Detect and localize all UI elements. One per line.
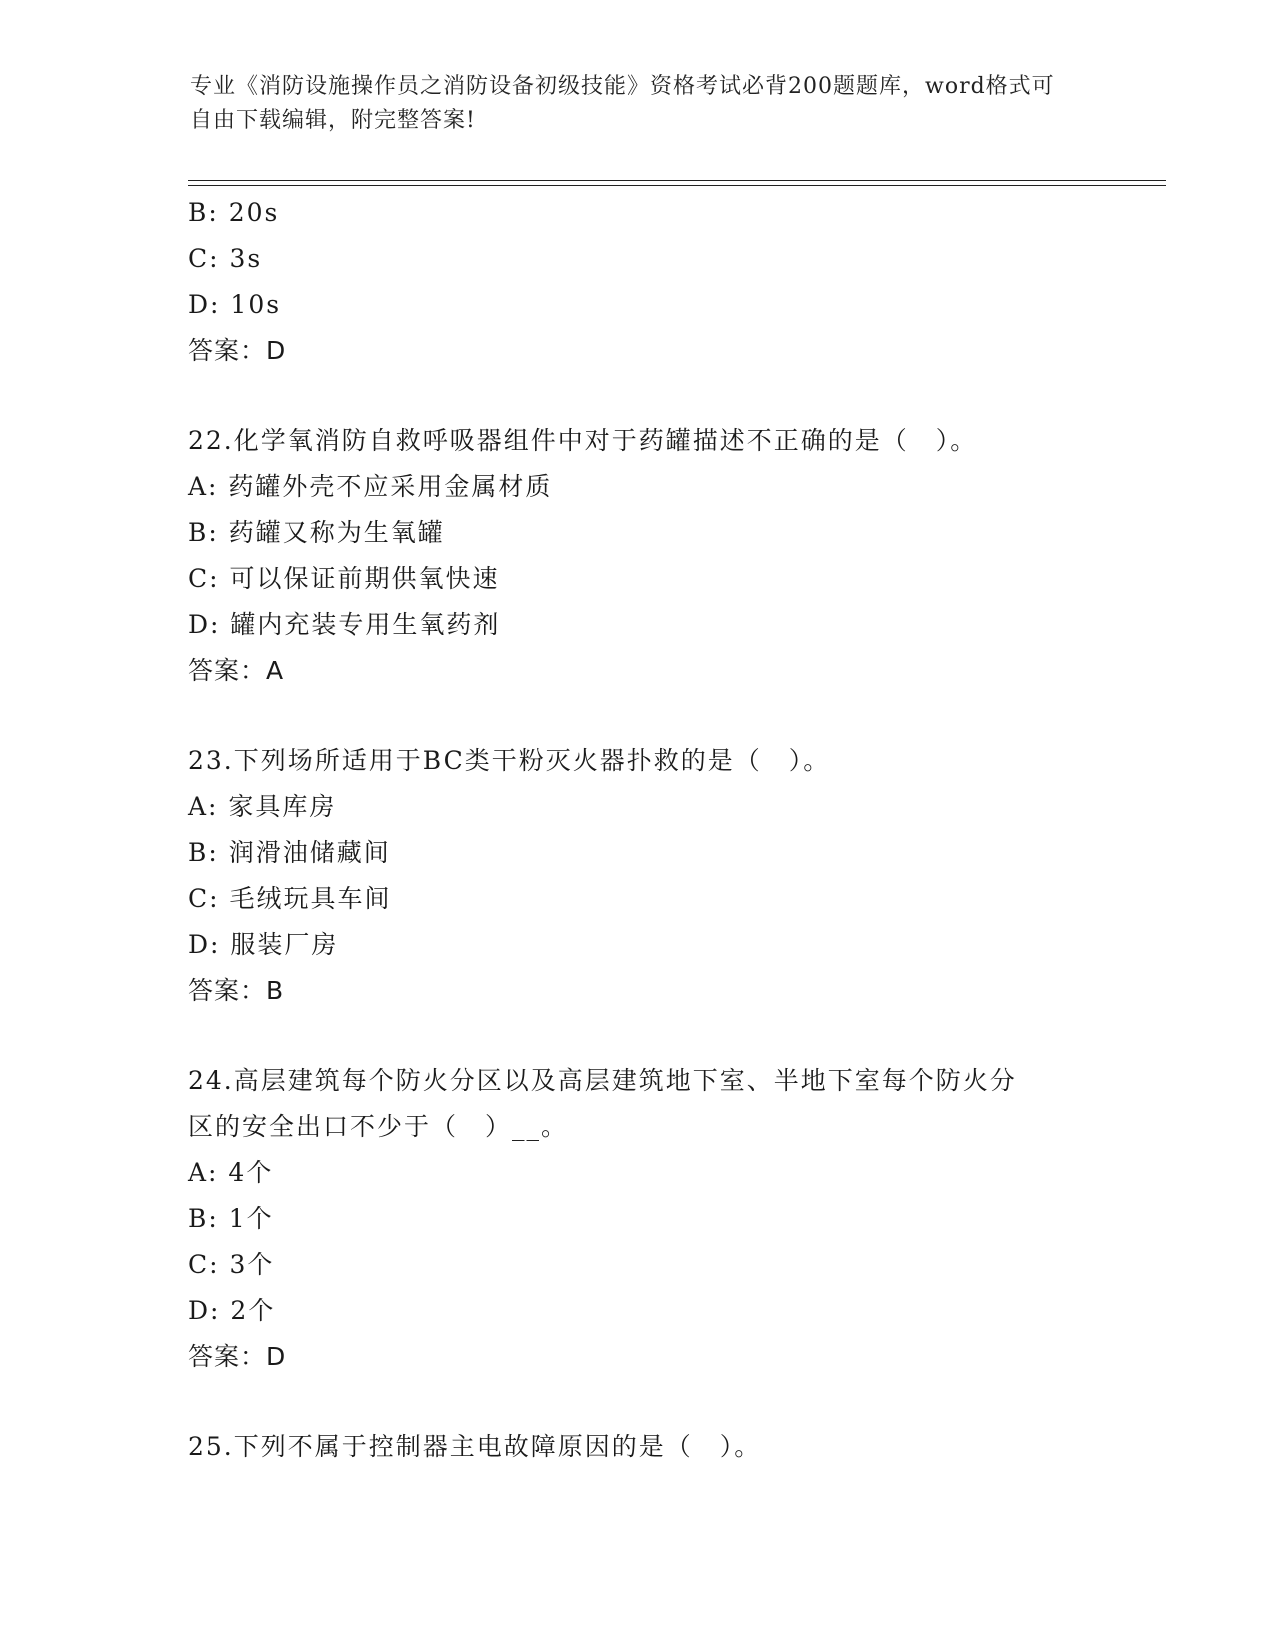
- option-c: C: 毛绒玩具车间: [188, 884, 392, 913]
- option-c: C: 3个: [188, 1250, 275, 1279]
- option-b: B: 药罐又称为生氧罐: [188, 518, 445, 547]
- answer-label: 答案：A: [188, 656, 285, 685]
- option-a: A: 家具库房: [188, 792, 337, 821]
- option-a: A: 药罐外壳不应采用金属材质: [188, 472, 553, 501]
- question-22: 22.化学氧消防自救呼吸器组件中对于药罐描述不正确的是（ ）。: [188, 426, 978, 455]
- question-23: 23.下列场所适用于BC类干粉灭火器扑救的是（ ）。: [188, 746, 831, 775]
- header-rule-top: [188, 180, 1166, 181]
- answer-label: 答案：B: [188, 976, 285, 1005]
- question-24-line-1: 24.高层建筑每个防火分区以及高层建筑地下室、半地下室每个防火分: [188, 1066, 1017, 1095]
- option-a: A: 4个: [188, 1158, 274, 1187]
- option-d: D: 2个: [188, 1296, 276, 1325]
- question-25: 25.下列不属于控制器主电故障原因的是（ ）。: [188, 1432, 762, 1461]
- option-b: B: 1个: [188, 1204, 274, 1233]
- document-header: 专业《消防设施操作员之消防设备初级技能》资格考试必背200题题库，word格式可自由下载编辑，附完整答案!: [190, 74, 1055, 133]
- answer-label: 答案：D: [188, 1342, 287, 1371]
- question-24-line-2: 区的安全出口不少于（ ）__。: [188, 1112, 569, 1141]
- option-c: C: 3s: [188, 244, 263, 273]
- option-b: B: 润滑油储藏间: [188, 838, 391, 867]
- option-c: C: 可以保证前期供氧快速: [188, 564, 500, 593]
- option-d: D: 10s: [188, 290, 282, 319]
- header-rule-bottom: [188, 185, 1166, 186]
- option-d: D: 服装厂房: [188, 930, 339, 959]
- answer-label: 答案：D: [188, 336, 287, 365]
- option-d: D: 罐内充装专用生氧药剂: [188, 610, 501, 639]
- question-list: [188, 190, 1088, 1470]
- option-b: B: 20s: [188, 198, 280, 227]
